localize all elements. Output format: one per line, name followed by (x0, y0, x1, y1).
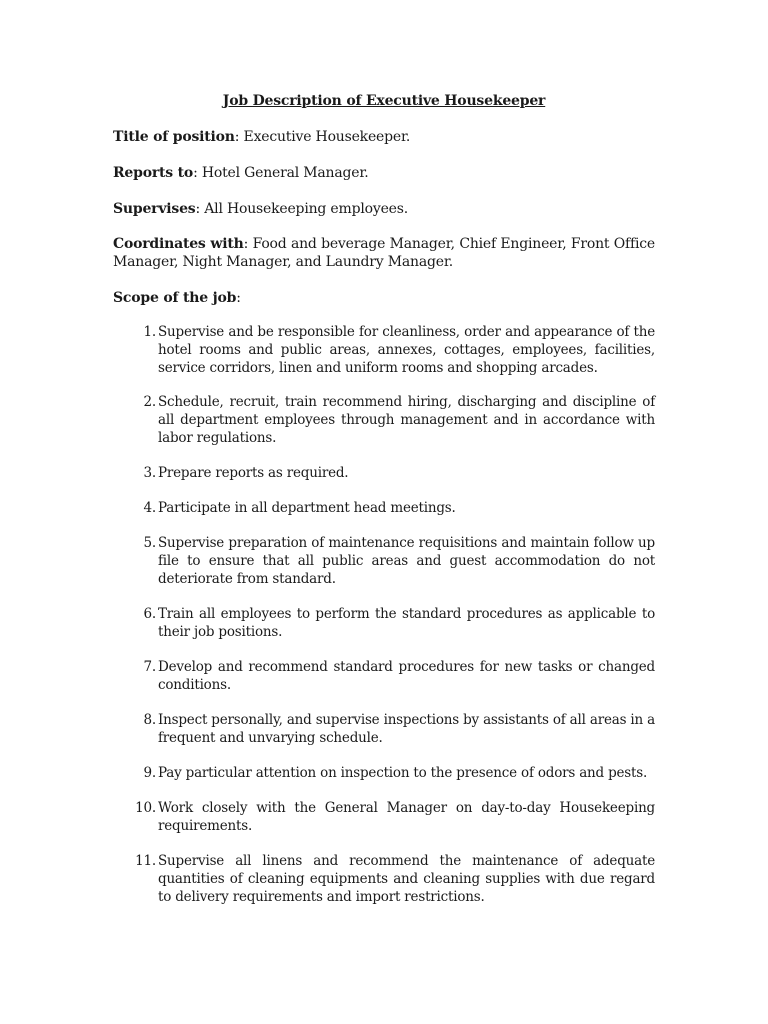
list-text: Supervise and be responsible for cleanliness, order and appearance of the hotel rooms and public areas, annexes, cottages, employees, facilities, service corridors, linen and uniform rooms and shopping arcades. (158, 324, 655, 376)
list-text: Participate in all department head meetings. (158, 500, 456, 516)
field-label: Supervises (113, 201, 196, 217)
list-text: Schedule, recruit, train recommend hiring, discharging and discipline of all department employees through management and in accordance with labor regulations. (158, 394, 655, 446)
list-text: Inspect personally, and supervise inspections by assistants of all areas in a frequent and unvarying schedule. (158, 712, 655, 746)
list-text: Train all employees to perform the standard procedures as applicable to their job positions. (158, 606, 655, 640)
list-number: 3. (143, 465, 156, 481)
list-text: Prepare reports as required. (158, 465, 349, 481)
field-label: Coordinates with (113, 236, 244, 252)
field-label: Scope of the job (113, 290, 237, 306)
list-number: 6. (143, 606, 156, 622)
field-value: : Food and beverage Manager, Chief Engineer, Front Office Manager, Night Manager, and Laundry Manager. (113, 236, 655, 270)
field-value: : All Housekeeping employees. (195, 201, 408, 217)
list-number: 8. (143, 712, 156, 728)
field-value: : (236, 290, 241, 306)
list-number: 9. (143, 765, 156, 781)
field-coordinates-with (113, 235, 655, 271)
list-number: 5. (143, 535, 156, 551)
field-label: Reports to (113, 165, 194, 181)
list-text: Work closely with the General Manager on day-to-day Housekeeping requirements. (158, 800, 655, 834)
field-value: : Executive Housekeeper. (234, 129, 411, 145)
list-number: 7. (143, 659, 156, 675)
section-heading-scope (113, 289, 655, 307)
list-number: 4. (143, 500, 156, 516)
list-number: 10. (135, 800, 156, 816)
field-title-of-position (113, 128, 655, 146)
list-text: Pay particular attention on inspection to the presence of odors and pests. (158, 765, 648, 781)
field-supervises (113, 200, 655, 218)
list-text: Develop and recommend standard procedures for new tasks or changed conditions. (158, 659, 655, 693)
field-value: : Hotel General Manager. (193, 165, 369, 181)
list-text: Supervise all linens and recommend the maintenance of adequate quantities of cleaning equipments and cleaning supplies with due regard to delivery requirements and import restrictions. (158, 853, 655, 905)
field-reports-to (113, 164, 655, 182)
list-number: 1. (143, 324, 156, 340)
list-number: 11. (135, 853, 156, 869)
document-title: Job Description of Executive Housekeeper (222, 93, 546, 109)
field-label: Title of position (113, 129, 235, 145)
list-number: 2. (143, 394, 156, 410)
list-text: Supervise preparation of maintenance requisitions and maintain follow up file to ensure that all public areas and guest accommodation do not deteriorate from standard. (158, 535, 655, 587)
